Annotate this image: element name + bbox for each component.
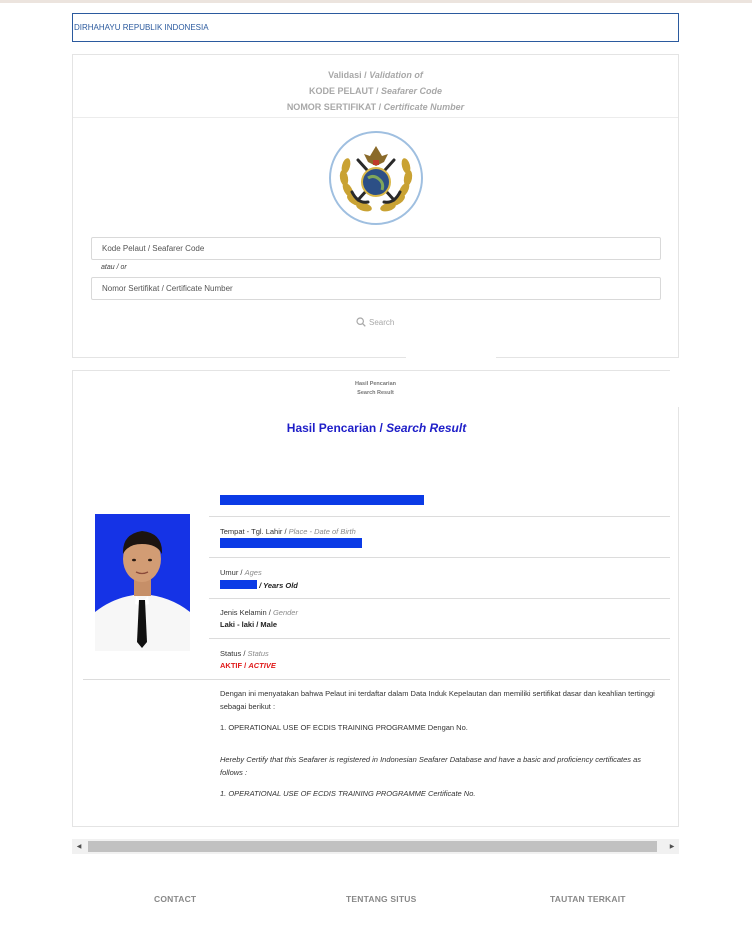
statement-id: Dengan ini menyatakan bahwa Pelaut ini terdaftar dalam Data Induk Kepelautan dan memiliki sertifikat dasar dan keahlian tertinggi sebagai berikut : bbox=[220, 689, 655, 711]
name-redaction bbox=[220, 495, 424, 505]
validation-card bbox=[72, 54, 679, 358]
top-accent-line bbox=[0, 0, 752, 3]
corner-cover bbox=[670, 370, 682, 407]
separator bbox=[209, 557, 670, 558]
birth-redaction bbox=[220, 538, 362, 548]
validation-line2-en: Seafarer Code bbox=[381, 86, 443, 96]
age-label-en: Ages bbox=[244, 568, 262, 577]
result-mini-header bbox=[73, 371, 678, 398]
emblem-logo bbox=[328, 130, 424, 226]
status-value-id: AKTIF / bbox=[220, 661, 249, 670]
mini-line1: Hasil Pencarian bbox=[355, 381, 396, 387]
search-label: Search bbox=[369, 317, 395, 327]
search-button[interactable] bbox=[356, 317, 394, 327]
gender-label-en: Gender bbox=[272, 608, 298, 617]
separator bbox=[209, 598, 670, 599]
status-field bbox=[220, 649, 276, 670]
horizontal-scrollbar[interactable] bbox=[72, 839, 679, 854]
scrollbar-thumb[interactable] bbox=[88, 841, 657, 852]
seafarer-photo bbox=[95, 514, 190, 651]
slash: / bbox=[373, 86, 381, 96]
age-field bbox=[220, 568, 298, 590]
validation-line1-en: Validation of bbox=[369, 70, 423, 80]
slash: / bbox=[361, 70, 370, 80]
certificate-number-input[interactable] bbox=[91, 277, 661, 300]
age-redaction bbox=[220, 580, 257, 589]
result-card bbox=[72, 370, 679, 827]
status-value-en: ACTIVE bbox=[248, 661, 276, 670]
age-value bbox=[220, 580, 298, 590]
status-label-en: Status bbox=[247, 649, 269, 658]
result-title-en: Search Result bbox=[386, 421, 467, 435]
footer-related-links[interactable]: TAUTAN TERKAIT bbox=[550, 894, 626, 904]
scroll-right-icon[interactable]: ▶ bbox=[669, 844, 675, 850]
footer-about-link[interactable]: TENTANG SITUS bbox=[346, 894, 417, 904]
statement-en: Hereby Certify that this Seafarer is registered in Indonesian Seafarer Database and have a basic and proficiency certificates as follows : bbox=[220, 755, 642, 777]
mini-line2: Search Result bbox=[357, 390, 394, 396]
separator bbox=[209, 638, 670, 639]
separator bbox=[209, 516, 670, 517]
seafarer-code-placeholder: Kode Pelaut / Seafarer Code bbox=[102, 244, 205, 253]
validation-line3-en: Certificate Number bbox=[383, 102, 465, 112]
certificate-id: 1. OPERATIONAL USE OF ECDIS TRAINING PROGRAMME Dengan No. bbox=[220, 723, 468, 732]
search-icon bbox=[356, 317, 366, 327]
status-value bbox=[220, 661, 276, 670]
separator bbox=[83, 679, 670, 680]
seafarer-code-input[interactable] bbox=[91, 237, 661, 260]
slash: / bbox=[376, 102, 384, 112]
footer-contact-link[interactable]: CONTACT bbox=[154, 894, 197, 904]
scroll-left-icon[interactable]: ◀ bbox=[76, 844, 82, 850]
birth-field bbox=[220, 527, 356, 536]
validation-line2: KODE PELAUT bbox=[308, 86, 374, 96]
birth-label: Tempat - Tgl. Lahir / bbox=[220, 527, 289, 536]
or-label: atau / or bbox=[101, 264, 127, 271]
validation-line1: Validasi bbox=[328, 70, 362, 80]
certificate-en: 1. OPERATIONAL USE OF ECDIS TRAINING PROGRAMME Certificate No. bbox=[220, 789, 476, 798]
gender-label: Jenis Kelamin / bbox=[220, 608, 273, 617]
age-suffix: / Years Old bbox=[257, 581, 298, 590]
validation-line3: NOMOR SERTIFIKAT bbox=[286, 102, 377, 112]
result-title bbox=[73, 421, 680, 435]
result-title-id: Hasil Pencarian / bbox=[286, 421, 387, 435]
birth-label-en: Place - Date of Birth bbox=[288, 527, 356, 536]
banner-text: DIRHAHAYU REPUBLIK INDONESIA bbox=[74, 23, 209, 32]
banner bbox=[72, 13, 679, 42]
certificate-number-placeholder: Nomor Sertifikat / Certificate Number bbox=[102, 284, 233, 293]
border-gap bbox=[406, 350, 496, 364]
validation-header bbox=[73, 55, 678, 118]
gender-value: Laki - laki / Male bbox=[220, 620, 278, 629]
gender-field bbox=[220, 608, 298, 629]
status-label: Status / bbox=[220, 649, 248, 658]
age-label: Umur / bbox=[220, 568, 245, 577]
